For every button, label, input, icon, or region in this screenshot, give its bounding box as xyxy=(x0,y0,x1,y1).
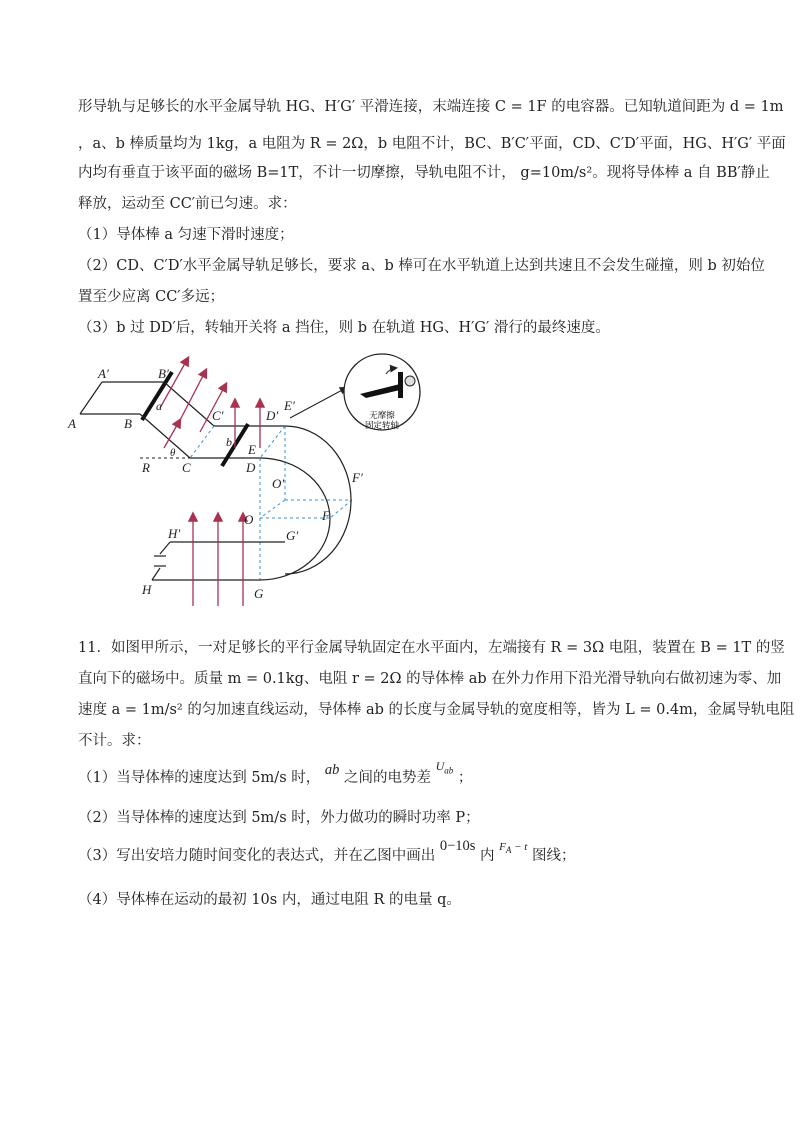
label-F-prime: F′ xyxy=(352,470,363,485)
label-D: D xyxy=(246,460,256,475)
label-G: G xyxy=(254,586,264,601)
pivot-inset xyxy=(344,354,420,430)
p11-question-3 xyxy=(78,838,576,870)
p10-line-1: 形导轨与足够长的水平金属导轨 HG、H′G′ 平滑连接，末端连接 C = 1F 的电容器。已知轨道间距为 d = 1m xyxy=(78,99,784,115)
label-theta: θ xyxy=(170,447,176,459)
p11-q1-prefix: （1）当导体棒的速度达到 5m/s 时， xyxy=(78,770,321,786)
label-H: H xyxy=(142,582,152,597)
p11-q3-prefix: （3）写出安培力随时间变化的表达式，并在乙图中画出 xyxy=(78,848,436,864)
p11-line-1: 11．如图甲所示，一对足够长的平行金属导轨固定在水平面内，左端接有 R = 3Ω 电阻，装置在 B = 1T 的竖 xyxy=(78,640,785,656)
p11-line-3: 速度 a = 1m/s² 的匀加速直线运动，导体棒 ab 的长度与金属导轨的宽度相等，皆为 L = 0.4m，金属导轨电阻 xyxy=(78,702,795,718)
label-C: C xyxy=(182,460,191,475)
label-A-prime: A′ xyxy=(98,366,109,381)
label-b: b xyxy=(226,435,232,449)
label-E: E xyxy=(248,442,256,457)
label-E-prime: E′ xyxy=(284,398,295,413)
p11-q3-f: F xyxy=(499,841,506,853)
label-D-prime: D′ xyxy=(266,408,279,423)
field-arrows-incline xyxy=(160,358,226,448)
p11-q1-var: ab xyxy=(324,762,340,778)
top-rails xyxy=(80,382,164,414)
label-a: a xyxy=(156,399,162,413)
p10-question-2a: （2）CD、C′D′水平金属导轨足够长，要求 a、b 棒可在水平轨道上达到共速且不会发生碰撞，则 b 初始位 xyxy=(78,258,765,274)
p11-q3-ft: − t xyxy=(511,841,528,853)
rail-diagram xyxy=(60,348,450,618)
p11-q3-f-sub: A xyxy=(505,845,512,856)
label-B-prime: B′ xyxy=(158,366,169,381)
p11-q3-range: 0−10s xyxy=(439,838,476,854)
label-H-prime: H′ xyxy=(168,526,181,541)
field-arrows-lower xyxy=(193,514,243,606)
label-G-prime: G′ xyxy=(286,528,299,543)
p10-line-3: 内均有垂直于该平面的磁场 B=1T，不计一切摩擦，导轨电阻不计， g=10m/s²。现将导体棒 a 自 BB′静止 xyxy=(78,165,770,181)
p11-q3-in: 内 xyxy=(480,848,495,864)
p11-question-4: （4）导体棒在运动的最初 10s 内，通过电阻 R 的电量 q。 xyxy=(78,892,461,908)
p11-q1-end: ； xyxy=(457,770,473,786)
p11-line-4: 不计。求： xyxy=(78,733,151,749)
inset-label-1: 无摩擦 xyxy=(369,410,395,420)
p11-q1-u xyxy=(435,759,454,776)
label-F: F xyxy=(322,508,330,523)
p11-q1-u-sub: ab xyxy=(444,765,454,776)
p10-line-2: ，a、b 棒质量均为 1kg，a 电阻为 R = 2Ω，b 电阻不计，BC、B′C′平面，CD、C′D′平面，HG、H′G′ 平面 xyxy=(78,136,786,152)
label-R: R xyxy=(142,460,150,475)
p11-line-2: 直向下的磁场中。质量 m = 0.1kg、电阻 r = 2Ω 的导体棒 ab 在外力作用下沿光滑导轨向右做初速为零、加 xyxy=(78,671,782,687)
p10-question-2b: 置至少应离 CC′多远； xyxy=(78,289,225,305)
label-O-prime: O′ xyxy=(272,476,285,491)
p11-q1-mid: 之间的电势差 xyxy=(343,770,431,786)
p11-question-2: （2）当导体棒的速度达到 5m/s 时，外力做功的瞬时功率 P； xyxy=(78,810,480,826)
p10-question-3: （3）b 过 DD′后，转轴开关将 a 挡住，则 b 在轨道 HG、H′G′ 滑行的最终速度。 xyxy=(78,320,610,336)
p10-question-1: （1）导体棒 a 匀速下滑时速度； xyxy=(78,227,294,243)
curved-rails xyxy=(260,426,351,580)
label-C-prime: C′ xyxy=(212,408,224,423)
p11-question-1 xyxy=(78,759,473,792)
p11-q3-end: 图线； xyxy=(531,848,576,864)
p11-q3-fa xyxy=(499,841,528,856)
inset-pointer xyxy=(290,388,346,418)
label-A: A xyxy=(68,416,76,431)
inset-label-2: 固定转轴 xyxy=(364,420,400,430)
p11-q1-u-symbol: U xyxy=(435,759,445,773)
incline-rails xyxy=(140,382,214,458)
p10-line-4: 释放，运动至 CC′前已匀速。求： xyxy=(78,196,297,212)
label-B: B xyxy=(124,416,132,431)
label-O: O xyxy=(244,512,254,527)
